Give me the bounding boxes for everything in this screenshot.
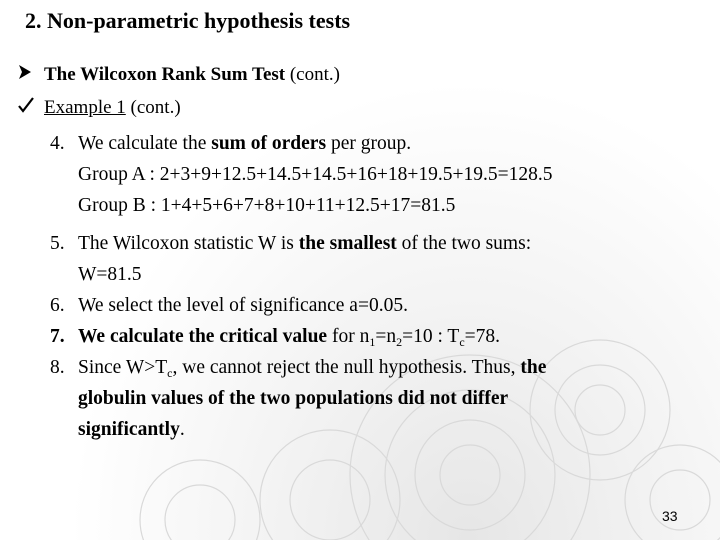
conclusion-line-3 xyxy=(50,414,710,445)
step-text: per group. xyxy=(326,133,412,154)
subscript: 1 xyxy=(369,335,376,349)
step-bold-text: sum of orders xyxy=(211,133,327,154)
example-suffix: (cont.) xyxy=(125,97,181,118)
step-number: 8. xyxy=(50,357,65,378)
step-4 xyxy=(50,128,710,159)
arrow-bullet-icon xyxy=(18,64,44,86)
subscript: c xyxy=(167,366,173,380)
bullet-example xyxy=(18,97,181,119)
step-text: =n xyxy=(375,326,397,347)
step-number: 5. xyxy=(50,233,65,254)
step-text: We select the level of significance a=0.05. xyxy=(78,295,408,316)
step-text: =78. xyxy=(464,326,501,347)
step-text: . xyxy=(179,419,185,440)
step-bold-text: significantly xyxy=(78,419,180,440)
step-6 xyxy=(50,290,710,321)
step-number: 7. xyxy=(50,326,65,347)
step-number: 6. xyxy=(50,295,65,316)
statistic-value: W=81.5 xyxy=(78,264,142,285)
step-bold-text: globulin values of the two populations did not differ xyxy=(78,388,509,409)
subscript: 2 xyxy=(396,335,403,349)
subscript: c xyxy=(459,335,465,349)
step-bold-text: the smallest xyxy=(298,233,397,254)
step-text: We calculate the xyxy=(78,133,212,154)
group-b-sum: Group B : 1+4+5+6+7+8+10+11+12.5+17=81.5 xyxy=(78,195,456,216)
step-text: Since W>T xyxy=(78,357,168,378)
step-text: The Wilcoxon statistic W is xyxy=(78,233,299,254)
step-text: , we cannot reject the null hypothesis. Thus, xyxy=(172,357,521,378)
step-text: of the two sums: xyxy=(396,233,532,254)
steps-list-part1 xyxy=(50,128,710,221)
step-bold-text: the xyxy=(520,357,547,378)
steps-list-part2 xyxy=(50,228,710,445)
step-text: for n xyxy=(327,326,370,347)
bullet-heading-suffix: (cont.) xyxy=(285,64,340,85)
bullet-heading-label: The Wilcoxon Rank Sum Test xyxy=(44,64,286,85)
step-bold-text: We calculate the critical value xyxy=(78,326,328,347)
page-number: 33 xyxy=(662,508,678,524)
step-text: =10 : T xyxy=(402,326,460,347)
step-8 xyxy=(50,352,710,383)
step-5 xyxy=(50,228,710,259)
example-label: Example 1 xyxy=(44,97,126,118)
conclusion-line-2 xyxy=(50,383,710,414)
bullet-wilcoxon-heading xyxy=(18,64,340,86)
step-7 xyxy=(50,321,710,352)
step-number: 4. xyxy=(50,133,65,154)
check-bullet-icon xyxy=(18,97,44,119)
slide-title: 2. Non-parametric hypothesis tests xyxy=(25,8,351,33)
group-a-sum: Group A : 2+3+9+12.5+14.5+14.5+16+18+19.5+19.5=128.5 xyxy=(78,164,553,185)
